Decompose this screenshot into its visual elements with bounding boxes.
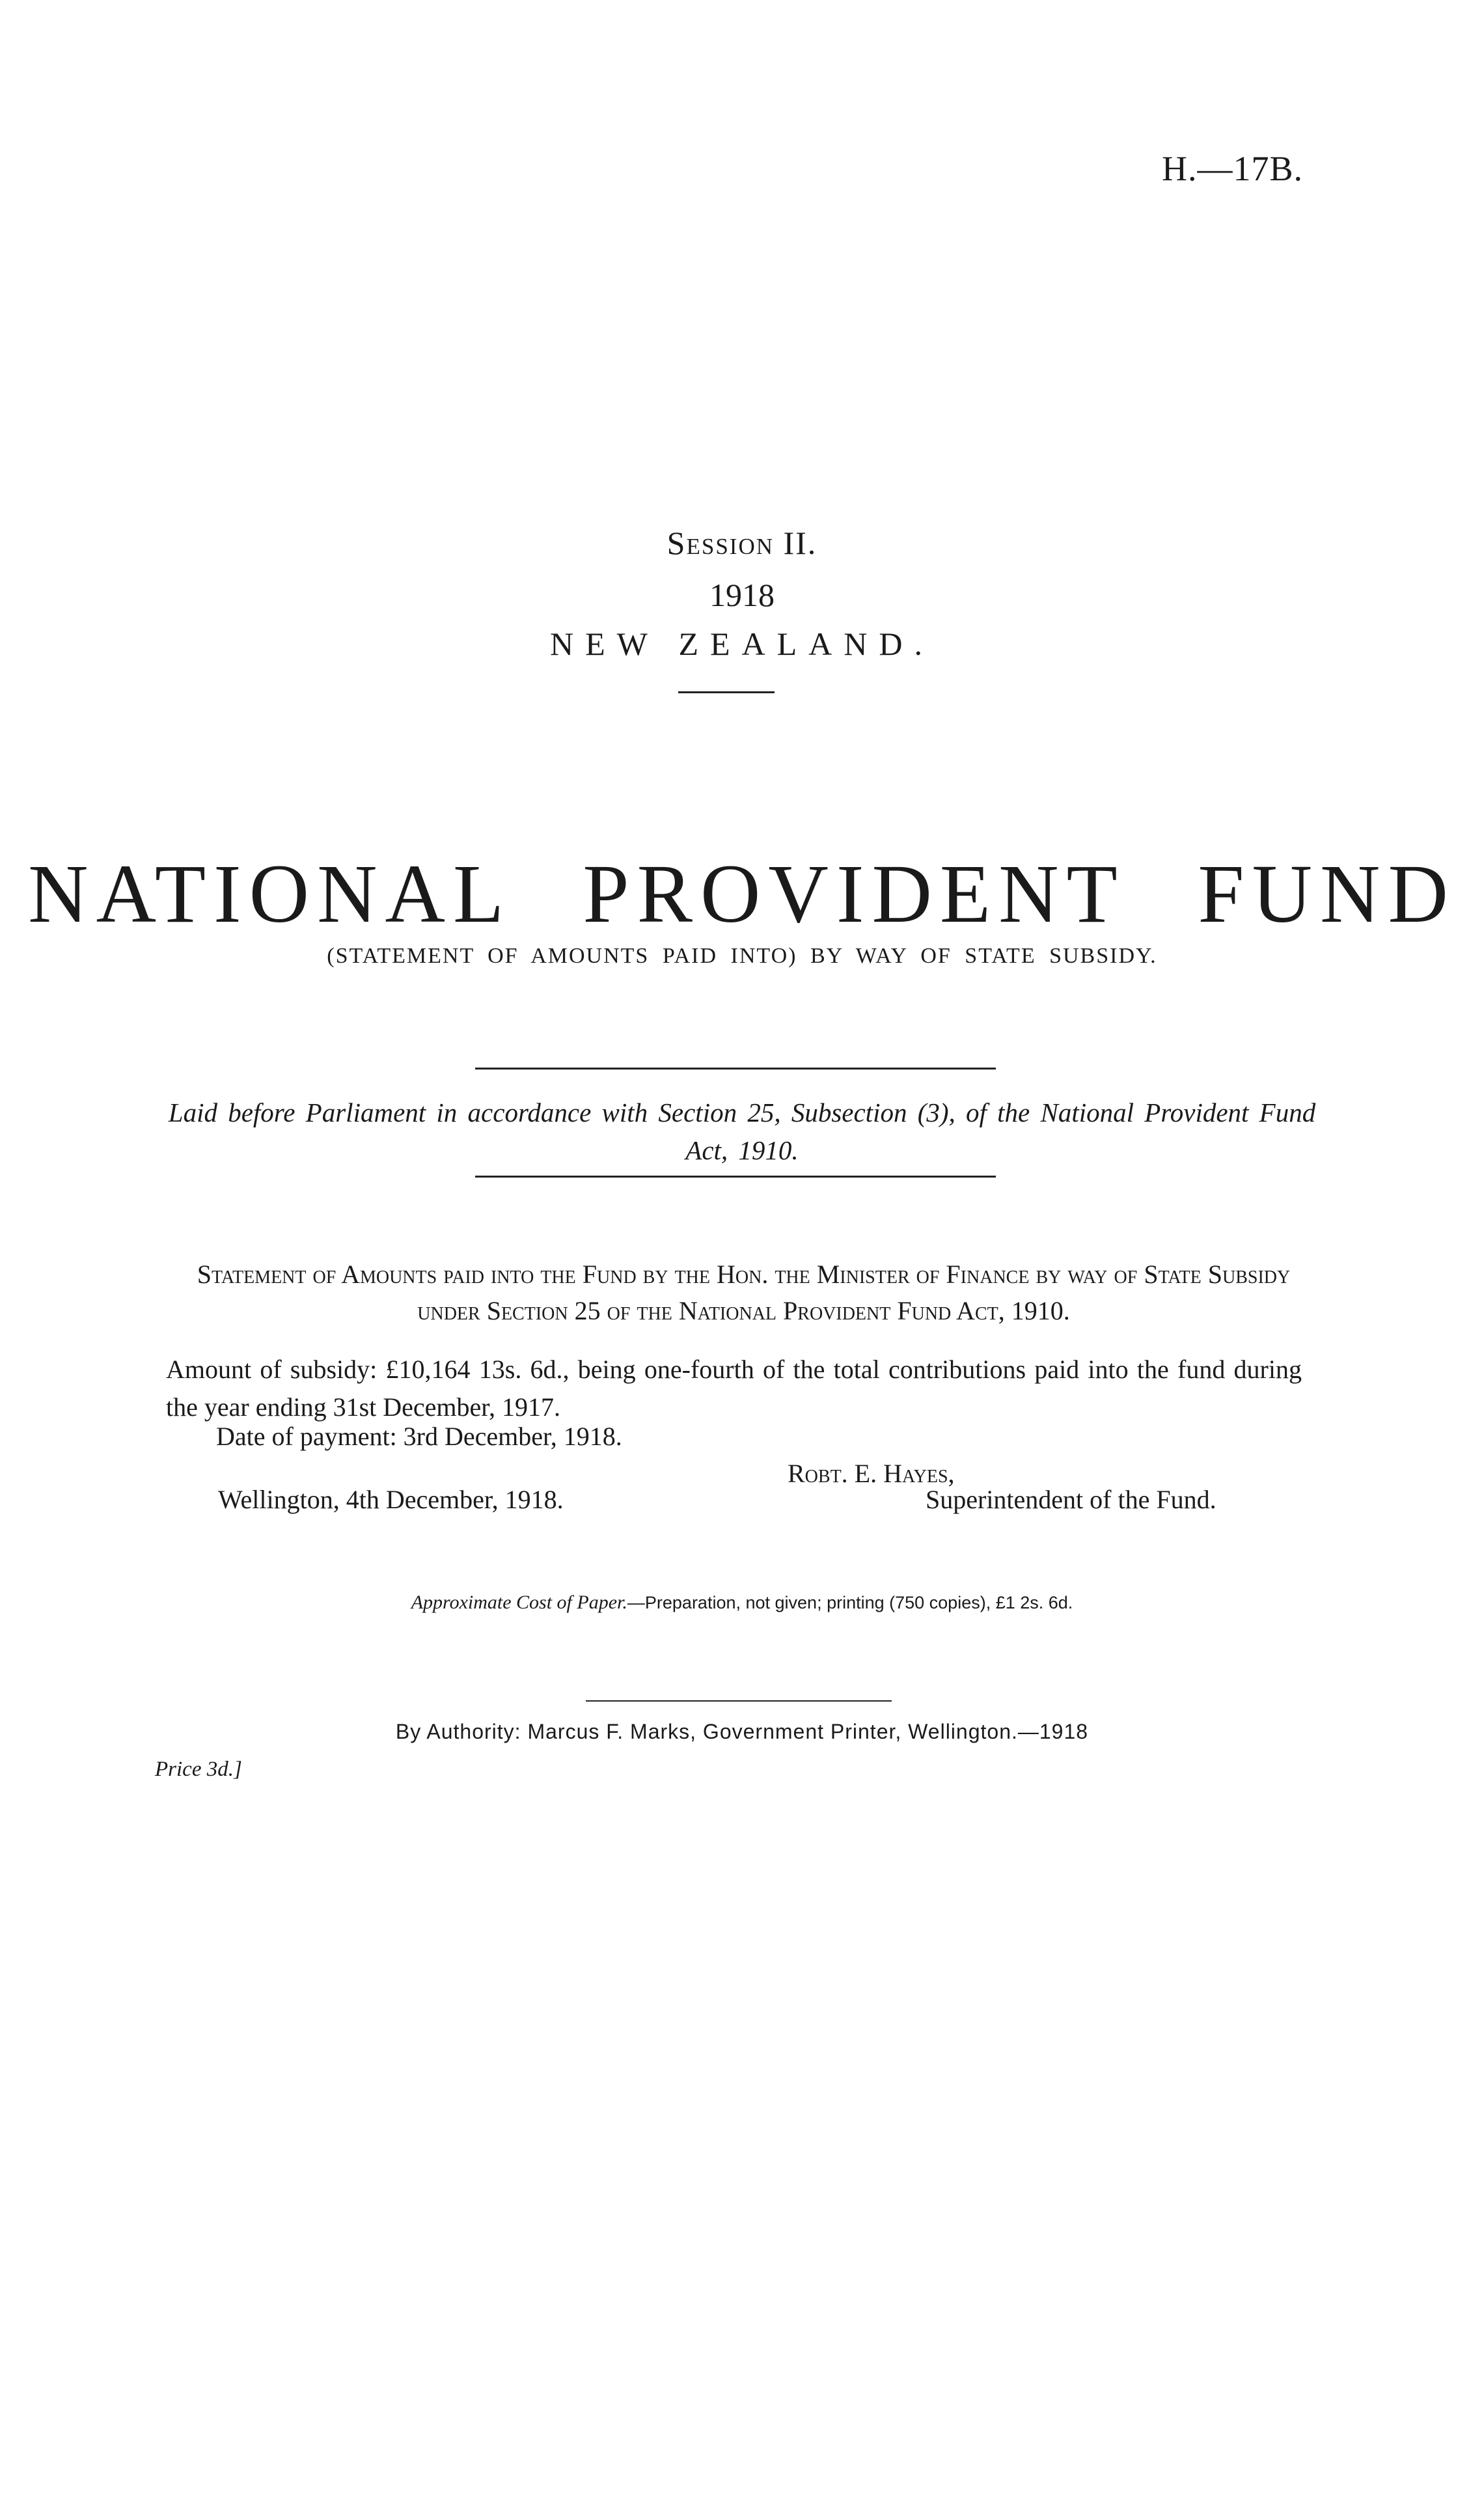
divider-lower bbox=[475, 1176, 996, 1178]
date-of-payment: Date of payment: 3rd December, 1918. bbox=[216, 1422, 622, 1451]
place-and-date: Wellington, 4th December, 1918. bbox=[218, 1485, 564, 1514]
cost-text: —Preparation, not given; printing (750 copies), £1 2s. 6d. bbox=[627, 1593, 1073, 1612]
document-subtitle: (STATEMENT OF AMOUNTS PAID INTO) BY WAY OF STATE SUBSIDY. bbox=[327, 944, 1157, 968]
divider-short bbox=[678, 691, 775, 693]
document-title: NATIONAL PROVIDENT FUND bbox=[28, 848, 1456, 940]
cost-label: Approximate Cost of Paper. bbox=[411, 1592, 627, 1613]
signatory-name: Robt. E. Hayes, bbox=[788, 1459, 955, 1488]
laid-before-parliament: Laid before Parliament in accordance with Section 25, Subsection (3), of the National Provident Fund Act, 1910. bbox=[168, 1098, 1316, 1165]
divider-footer bbox=[586, 1700, 892, 1702]
session-year: 1918 bbox=[709, 577, 775, 613]
price: Price 3d.] bbox=[155, 1758, 242, 1781]
statement-heading: Statement of Amounts paid into the Fund by the Hon. the Minister of Finance by way of State Subsidy under Section 25 of the National Provident Fund Act, 1910. bbox=[197, 1260, 1291, 1325]
printer-authority: By Authority: Marcus F. Marks, Government Printer, Wellington.—1918 bbox=[395, 1720, 1089, 1743]
amount-paragraph: Amount of subsidy: £10,164 13s. 6d., being one-fourth of the total contributions paid into the fund during the year ending 31st December, 1917. bbox=[166, 1355, 1302, 1422]
country-name: NEW ZEALAND. bbox=[550, 626, 934, 662]
signatory-title: Superintendent of the Fund. bbox=[926, 1485, 1216, 1514]
divider-upper bbox=[475, 1068, 996, 1070]
document-reference: H.—17B. bbox=[1161, 149, 1303, 188]
cost-of-paper bbox=[0, 1592, 1484, 1614]
session-label: Session II. bbox=[666, 525, 818, 561]
